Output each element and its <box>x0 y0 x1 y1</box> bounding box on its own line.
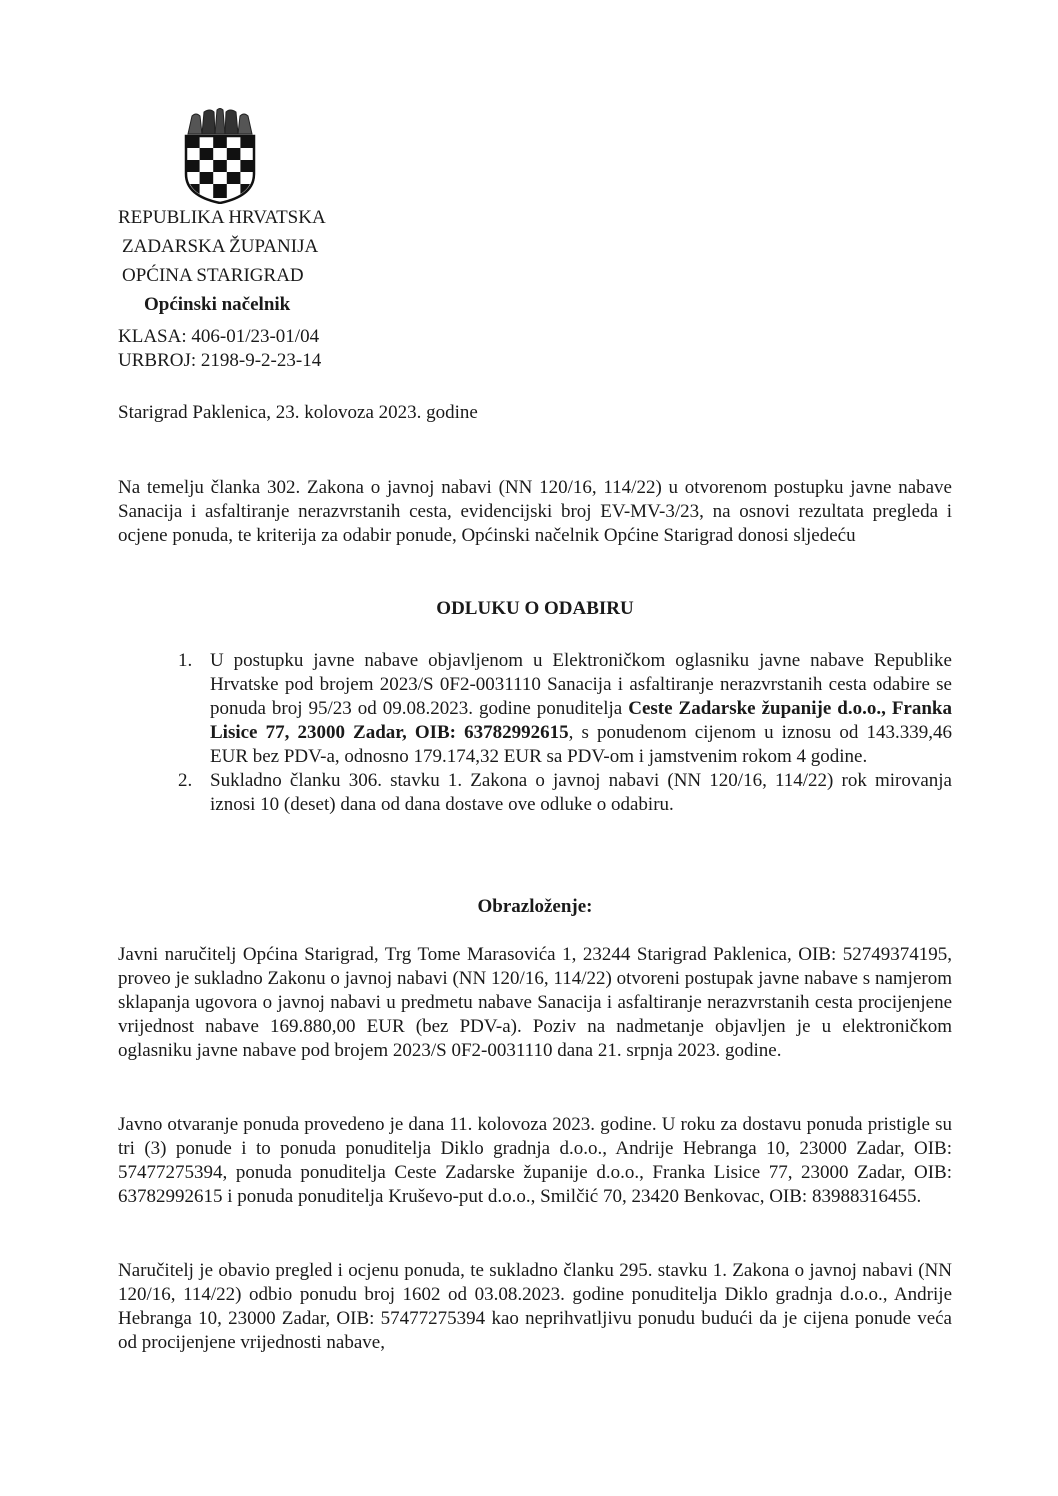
header-country: REPUBLIKA HRVATSKA <box>118 207 326 228</box>
decision-items <box>172 649 952 817</box>
urbroj: URBROJ: 2198-9-2-23-14 <box>118 350 322 371</box>
header-office: Općinski načelnik <box>144 294 291 315</box>
explanation-paragraph-1: Javni naručitelj Općina Starigrad, Trg Tome Marasovića 1, 23244 Starigrad Paklenica, OIB: 52749374195, proveo je sukladno Zakonu o javnoj nabavi (NN 120/16, 114/22) otvoreni postupak javne nabave s namjerom sklapanja ugovora o javnoj nabavi u predmetu nabave Sanacija i asfaltiranje nerazvrstanih cesta procijenjene vrijednost nabave 169.880,00 EUR (bez PDV-a). Poziv na nadmetanje objavljen je u elektroničkom oglasniku javne nabave pod brojem 2023/S 0F2-0031110 dana 21. srpnja 2023. godine. <box>118 944 952 1061</box>
intro-paragraph: Na temelju članka 302. Zakona o javnoj nabavi (NN 120/16, 114/22) u otvorenom postupku javne nabave Sanacija i asfaltiranje nerazvrstanih cesta, evidencijski broj EV-MV-3/23, na osnovi rezultata pregleda i ocjene ponuda, te kriterija za odabir ponude, Općinski načelnik Općine Starigrad donosi sljedeću <box>118 477 952 546</box>
klasa: KLASA: 406-01/23-01/04 <box>118 326 320 347</box>
item-number: 1. <box>178 650 193 671</box>
issuer-header <box>118 203 438 319</box>
item-bold-text: Ceste Zadarske županije d.o.o., Franka Lisice 77, 23000 Zadar, OIB: 63782992615 <box>210 698 952 743</box>
place-date: Starigrad Paklenica, 23. kolovoza 2023. godine <box>118 402 478 423</box>
coat-of-arms-icon <box>182 108 258 204</box>
decision-title: ODLUKU O ODABIRU <box>436 598 634 619</box>
header-municipality: OPĆINA STARIGRAD <box>122 265 304 286</box>
item-number: 2. <box>178 770 193 791</box>
reference-numbers <box>118 325 321 373</box>
item-text: Sukladno članku 306. stavku 1. Zakona o javnoj nabavi (NN 120/16, 114/22) rok mirovanja iznosi 10 (deset) dana od dana dostave ove odluke o odabiru. <box>210 770 952 815</box>
header-county: ZADARSKA ŽUPANIJA <box>122 236 319 257</box>
list-item <box>172 649 952 769</box>
item-text-end: , s ponudenom cijenom u iznosu od 143.339,46 EUR bez PDV-a, odnosno 179.174,32 EUR sa PDV-om i jamstvenim rokom 4 godine. <box>210 722 952 767</box>
explanation-paragraph-2: Javno otvaranje ponuda provedeno je dana 11. kolovoza 2023. godine. U roku za dostavu ponuda pristigle su tri (3) ponude i to ponuda ponuditelja Diklo gradnja d.o.o., Andrije Hebranga 10, 23000 Zadar, OIB: 57477275394, ponuda ponuditelja Ceste Zadarske županije d.o.o., Franka Lisice 77, 23000 Zadar, OIB: 63782992615 i ponuda ponuditelja Kruševo-put d.o.o., Smilčić 70, 23420 Benkovac, OIB: 83988316455. <box>118 1114 952 1207</box>
explanation-title: Obrazloženje: <box>477 896 593 917</box>
item-text: U postupku javne nabave objavljenom u Elektroničkom oglasniku javne nabave Republike Hrvatske pod brojem 2023/S 0F2-0031110 Sanacija i asfaltiranje nerazvrstanih cesta odabire se ponuda broj 95/23 od 09.08.2023. godine ponuditelja <box>210 650 952 719</box>
explanation-paragraph-3: Naručitelj je obavio pregled i ocjenu ponuda, te sukladno članku 295. stavku 1. Zakona o javnoj nabavi (NN 120/16, 114/22) odbio ponudu broj 1602 od 03.08.2023. godine ponuditelja Diklo gradnja d.o.o., Andrije Hebranga 10, 23000 Zadar, OIB: 57477275394 kao neprihvatljivu ponudu budući da je cijena ponude veća od procijenjene vrijednosti nabave, <box>118 1260 952 1353</box>
list-item <box>172 769 952 817</box>
